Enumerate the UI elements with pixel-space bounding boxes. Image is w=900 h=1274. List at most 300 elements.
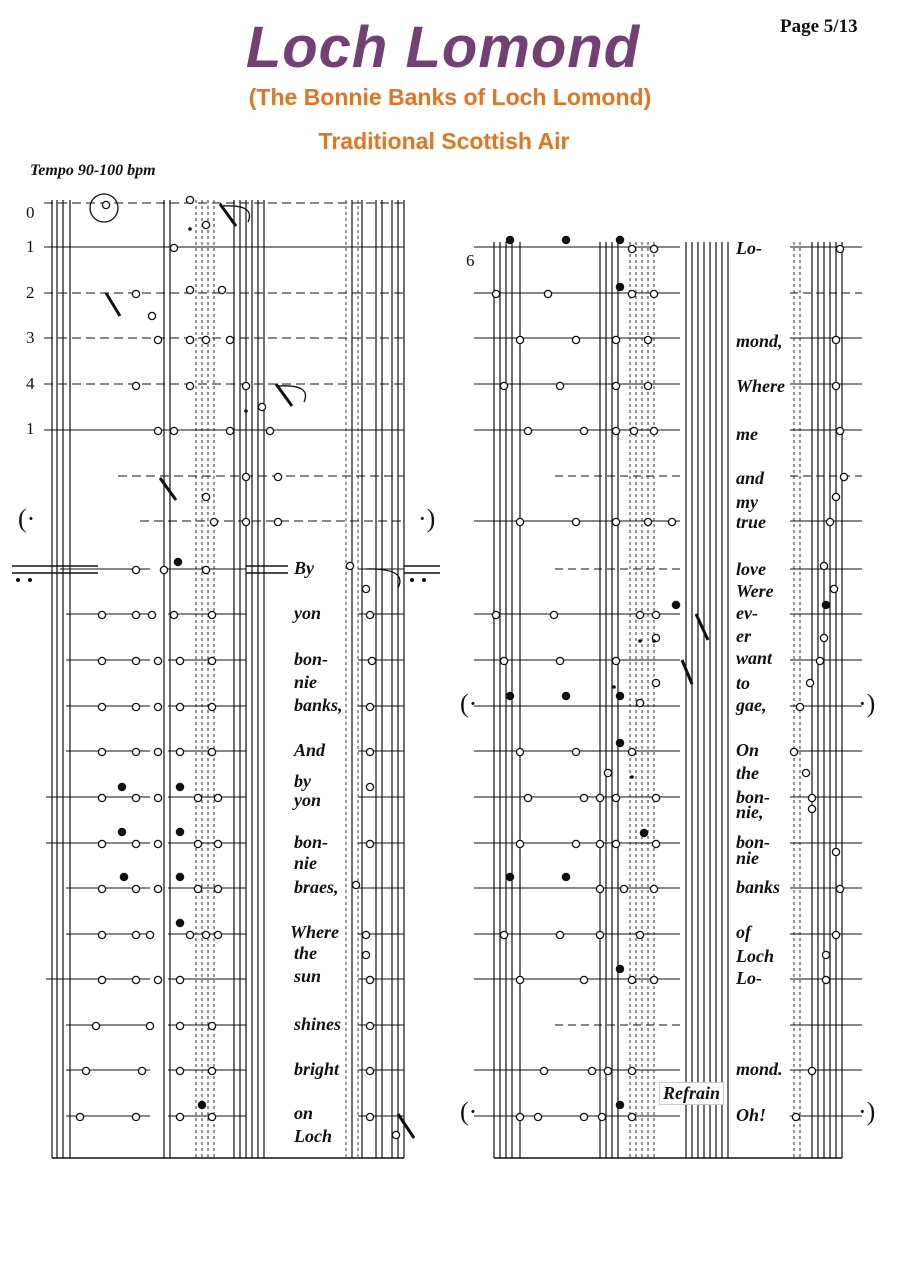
hollow-note — [832, 848, 839, 855]
lyric-word: on — [294, 1103, 314, 1123]
hollow-note — [366, 783, 373, 790]
hollow-note — [644, 382, 651, 389]
repeat-mark: ·) — [858, 689, 876, 718]
lyric-word: Lo- — [736, 968, 762, 988]
filled-note — [562, 692, 569, 699]
hollow-note — [604, 1067, 611, 1074]
note-marks — [76, 194, 847, 1139]
hollow-note — [132, 566, 139, 573]
row-number: 3 — [26, 328, 35, 347]
hollow-note — [596, 885, 603, 892]
tie-arc — [366, 569, 400, 588]
hollow-note — [652, 794, 659, 801]
filled-note — [118, 783, 125, 790]
hollow-note — [176, 1113, 183, 1120]
hollow-note — [98, 748, 105, 755]
filled-note — [176, 919, 183, 926]
hollow-note — [366, 1113, 373, 1120]
hollow-note — [98, 657, 105, 664]
hollow-note — [362, 585, 369, 592]
hollow-note — [580, 976, 587, 983]
filled-note — [118, 828, 125, 835]
filled-note — [616, 236, 623, 243]
hollow-note — [604, 769, 611, 776]
hollow-note — [644, 518, 651, 525]
beam-flag — [160, 478, 176, 500]
hollow-note — [836, 245, 843, 252]
row-number: 0 — [26, 203, 35, 222]
hollow-note — [148, 312, 155, 319]
lyric-word: me — [736, 424, 758, 444]
hollow-note — [208, 703, 215, 710]
repeat-dot — [16, 578, 20, 582]
hollow-note — [98, 703, 105, 710]
hollow-note — [210, 518, 217, 525]
lyric-word: nie — [294, 853, 318, 873]
hollow-note — [242, 473, 249, 480]
hollow-note — [258, 403, 265, 410]
hollow-note — [588, 1067, 595, 1074]
hollow-note — [214, 931, 221, 938]
filled-note — [616, 692, 623, 699]
hollow-note — [612, 427, 619, 434]
hollow-note — [154, 336, 161, 343]
hollow-note — [572, 840, 579, 847]
filled-note — [176, 873, 183, 880]
hollow-note — [802, 769, 809, 776]
lyric-word: banks, — [294, 695, 343, 715]
lyric-word: Where — [736, 376, 785, 396]
filled-note — [616, 283, 623, 290]
lyric-word: mond, — [736, 331, 783, 351]
hollow-note — [176, 657, 183, 664]
hollow-note — [612, 840, 619, 847]
hollow-note — [202, 493, 209, 500]
hollow-note — [226, 427, 233, 434]
hollow-note — [596, 931, 603, 938]
lyric-word: my — [736, 492, 758, 512]
repeat-mark: ·) — [418, 504, 436, 533]
hollow-note — [208, 611, 215, 618]
repeat-dot — [410, 578, 414, 582]
hollow-note — [836, 885, 843, 892]
hollow-note — [274, 518, 281, 525]
hollow-note — [214, 885, 221, 892]
hollow-note — [170, 427, 177, 434]
hollow-note — [214, 840, 221, 847]
repeat-mark: (· — [460, 689, 478, 718]
hollow-note — [194, 840, 201, 847]
dot — [188, 227, 192, 231]
hollow-note — [534, 1113, 541, 1120]
filled-note — [562, 236, 569, 243]
hollow-note — [98, 840, 105, 847]
hollow-note — [242, 518, 249, 525]
hollow-note — [612, 382, 619, 389]
filled-note — [120, 873, 127, 880]
hollow-note — [840, 473, 847, 480]
page-number: Page 5/13 — [780, 16, 858, 37]
hollow-note — [154, 703, 161, 710]
hollow-note — [132, 382, 139, 389]
hollow-note — [612, 518, 619, 525]
lyric-word: And — [294, 740, 326, 760]
repeat-mark: (· — [460, 1097, 478, 1126]
hollow-note — [836, 427, 843, 434]
hollow-note — [362, 951, 369, 958]
hollow-note — [366, 748, 373, 755]
hollow-note — [636, 931, 643, 938]
hollow-note — [208, 1113, 215, 1120]
hollow-note — [830, 585, 837, 592]
refrain-label: Refrain — [659, 1082, 724, 1105]
hollow-note — [832, 493, 839, 500]
hollow-note — [98, 794, 105, 801]
dot — [652, 639, 656, 643]
hollow-note — [194, 794, 201, 801]
hollow-note — [556, 657, 563, 664]
hollow-note — [98, 931, 105, 938]
lyric-word: yon — [294, 603, 321, 623]
page-title: Loch Lomond — [245, 15, 641, 80]
lyric-word: by — [294, 771, 311, 791]
hollow-note — [170, 244, 177, 251]
hollow-note — [154, 794, 161, 801]
hollow-note — [550, 611, 557, 618]
hollow-note — [186, 382, 193, 389]
hollow-note — [176, 976, 183, 983]
hollow-note — [368, 657, 375, 664]
hollow-note — [366, 1022, 373, 1029]
hollow-note — [650, 976, 657, 983]
hollow-note — [132, 794, 139, 801]
hollow-note — [628, 290, 635, 297]
hollow-note — [132, 931, 139, 938]
hollow-note — [832, 336, 839, 343]
hollow-note — [516, 518, 523, 525]
hollow-note — [668, 518, 675, 525]
hollow-note — [516, 976, 523, 983]
hollow-note — [202, 566, 209, 573]
repeat-mark: (· — [18, 504, 36, 533]
beam-flag — [398, 1114, 414, 1138]
lyric-word: Lo- — [736, 238, 762, 258]
hollow-note — [612, 657, 619, 664]
filled-note — [506, 236, 513, 243]
lyric-word: bon- — [294, 649, 329, 669]
page-subtitle: (The Bonnie Banks of Loch Lomond) — [248, 84, 652, 110]
hollow-note — [792, 1113, 799, 1120]
hollow-note — [154, 976, 161, 983]
hollow-note — [492, 290, 499, 297]
hollow-note — [572, 336, 579, 343]
hollow-note — [132, 290, 139, 297]
lyric-word: sun — [294, 966, 322, 986]
hollow-note — [202, 931, 209, 938]
lyric-word: true — [736, 512, 767, 532]
hollow-note — [176, 748, 183, 755]
hollow-note — [82, 1067, 89, 1074]
hollow-note — [650, 245, 657, 252]
hollow-note — [186, 931, 193, 938]
hollow-note — [808, 794, 815, 801]
hollow-note — [98, 885, 105, 892]
hollow-note — [650, 290, 657, 297]
hollow-note — [652, 679, 659, 686]
hollow-note — [170, 611, 177, 618]
hollow-note — [208, 748, 215, 755]
hollow-note — [826, 518, 833, 525]
filled-note — [174, 558, 181, 565]
hollow-note — [636, 699, 643, 706]
hollow-note — [652, 840, 659, 847]
lyric-word: the — [294, 943, 318, 963]
lyric-word: gae, — [736, 695, 767, 715]
dot — [244, 409, 248, 413]
lyric-word: mond. — [736, 1059, 783, 1079]
hollow-note — [524, 794, 531, 801]
hollow-note — [808, 805, 815, 812]
hollow-note — [102, 201, 109, 208]
hollow-note — [572, 748, 579, 755]
lyric-word: bright — [294, 1059, 340, 1079]
hollow-note — [628, 1067, 635, 1074]
filled-note — [506, 692, 513, 699]
hollow-note — [274, 473, 281, 480]
lyric-word: Oh! — [736, 1105, 767, 1125]
hollow-note — [580, 794, 587, 801]
hollow-note — [628, 976, 635, 983]
hollow-note — [556, 931, 563, 938]
repeat-dot — [422, 578, 426, 582]
lyric-word: bon- — [736, 787, 771, 807]
hollow-note — [98, 976, 105, 983]
left-staff — [12, 200, 440, 1158]
hollow-note — [202, 336, 209, 343]
hollow-note — [832, 382, 839, 389]
hollow-note — [598, 1113, 605, 1120]
hollow-note — [366, 611, 373, 618]
filled-note — [176, 828, 183, 835]
hollow-note — [832, 931, 839, 938]
hollow-note — [790, 748, 797, 755]
hollow-note — [208, 1067, 215, 1074]
hollow-note — [132, 1113, 139, 1120]
beam-flag — [276, 384, 292, 406]
hollow-note — [226, 336, 233, 343]
hollow-note — [580, 1113, 587, 1120]
lyric-word: banks — [736, 877, 781, 897]
hollow-note — [366, 840, 373, 847]
hollow-note — [242, 382, 249, 389]
hollow-note — [630, 427, 637, 434]
hollow-note — [556, 382, 563, 389]
hollow-note — [154, 427, 161, 434]
beam-flag — [682, 660, 692, 684]
filled-note — [616, 965, 623, 972]
hollow-note — [796, 703, 803, 710]
hollow-note — [596, 840, 603, 847]
filled-note — [672, 601, 679, 608]
hollow-note — [138, 1067, 145, 1074]
hollow-note — [572, 518, 579, 525]
lyric-word: nie — [736, 848, 760, 868]
lyric-word: want — [736, 648, 773, 668]
hollow-note — [596, 794, 603, 801]
hollow-note — [628, 1113, 635, 1120]
hollow-note — [362, 931, 369, 938]
lyric-word: bon- — [294, 832, 329, 852]
row-number: 1 — [26, 237, 35, 256]
filled-note — [822, 601, 829, 608]
hollow-note — [186, 336, 193, 343]
hollow-note — [132, 748, 139, 755]
lyric-word: Loch — [294, 1126, 332, 1146]
hollow-note — [366, 1067, 373, 1074]
hollow-note — [516, 748, 523, 755]
hollow-note — [516, 336, 523, 343]
filled-note — [616, 1101, 623, 1108]
hollow-note — [266, 427, 273, 434]
right-staff — [474, 242, 862, 1158]
row-number: 4 — [26, 374, 35, 393]
hollow-note — [540, 1067, 547, 1074]
lyric-word: nie, — [736, 802, 764, 822]
hollow-note — [516, 1113, 523, 1120]
lyric-word: On — [736, 740, 760, 760]
hollow-note — [500, 657, 507, 664]
dot — [630, 775, 634, 779]
hollow-note — [636, 611, 643, 618]
filled-note — [640, 829, 647, 836]
filled-note — [562, 873, 569, 880]
hollow-note — [132, 885, 139, 892]
lyric-word: to — [736, 673, 751, 693]
hollow-note — [820, 634, 827, 641]
dot — [612, 685, 616, 689]
lyric-word: love — [736, 559, 766, 579]
hollow-note — [208, 657, 215, 664]
hollow-note — [628, 245, 635, 252]
hollow-note — [132, 976, 139, 983]
hollow-note — [612, 336, 619, 343]
hollow-note — [492, 611, 499, 618]
filled-note — [176, 783, 183, 790]
hollow-note — [808, 1067, 815, 1074]
lyric-word: er — [736, 626, 751, 646]
hollow-note — [176, 1022, 183, 1029]
hollow-note — [160, 566, 167, 573]
hollow-note — [186, 196, 193, 203]
repeat-mark: ·) — [858, 1097, 876, 1126]
row-number: 6 — [466, 251, 475, 270]
hollow-note — [92, 1022, 99, 1029]
hollow-note — [176, 703, 183, 710]
hollow-note — [146, 931, 153, 938]
lyric-word: bon- — [736, 832, 771, 852]
lyric-word: nie — [294, 672, 318, 692]
hollow-note — [644, 336, 651, 343]
repeat-dot — [28, 578, 32, 582]
hollow-note — [208, 1022, 215, 1029]
lyric-word: ev- — [736, 603, 758, 623]
hollow-note — [154, 748, 161, 755]
hollow-note — [194, 885, 201, 892]
hollow-note — [500, 382, 507, 389]
hollow-note — [544, 290, 551, 297]
hollow-note — [154, 885, 161, 892]
hollow-note — [822, 951, 829, 958]
hollow-note — [816, 657, 823, 664]
lyric-word: Were — [736, 581, 774, 601]
hollow-note — [822, 976, 829, 983]
hollow-note — [620, 885, 627, 892]
hollow-note — [346, 562, 353, 569]
hollow-note — [652, 611, 659, 618]
hollow-note — [132, 611, 139, 618]
hollow-note — [148, 611, 155, 618]
lyric-word: yon — [294, 790, 321, 810]
row-number: 2 — [26, 283, 35, 302]
hollow-note — [500, 931, 507, 938]
filled-note — [198, 1101, 205, 1108]
hollow-note — [650, 427, 657, 434]
hollow-note — [628, 748, 635, 755]
hollow-note — [146, 1022, 153, 1029]
hollow-note — [154, 840, 161, 847]
text-labels — [18, 203, 875, 1146]
lyric-word: shines — [294, 1014, 342, 1034]
hollow-note — [366, 703, 373, 710]
hollow-note — [154, 657, 161, 664]
composer-line: Traditional Scottish Air — [318, 128, 570, 154]
row-number: 1 — [26, 419, 35, 438]
hollow-note — [650, 885, 657, 892]
filled-note — [506, 873, 513, 880]
hollow-note — [218, 286, 225, 293]
hollow-note — [580, 427, 587, 434]
lyric-word: of — [736, 922, 751, 942]
hollow-note — [76, 1113, 83, 1120]
hollow-note — [806, 679, 813, 686]
lyric-word: Where — [290, 922, 339, 942]
hollow-note — [366, 976, 373, 983]
hollow-note — [820, 562, 827, 569]
hollow-note — [186, 286, 193, 293]
lyric-word: and — [736, 468, 765, 488]
hollow-note — [612, 794, 619, 801]
beam-flag — [106, 293, 120, 316]
hollow-note — [132, 657, 139, 664]
lyric-word: braes, — [294, 877, 339, 897]
dot — [638, 639, 642, 643]
hollow-note — [132, 840, 139, 847]
lyric-word: Loch — [736, 946, 774, 966]
hollow-note — [202, 221, 209, 228]
hollow-note — [516, 840, 523, 847]
hollow-note — [98, 611, 105, 618]
filled-note — [616, 739, 623, 746]
tempo-marking: Tempo 90-100 bpm — [30, 162, 156, 179]
hollow-note — [214, 794, 221, 801]
hollow-note — [132, 703, 139, 710]
hollow-note — [524, 427, 531, 434]
hollow-note — [352, 881, 359, 888]
hollow-note — [392, 1131, 399, 1138]
lyric-word: the — [736, 763, 760, 783]
hollow-note — [176, 1067, 183, 1074]
lyric-word: By — [294, 558, 314, 578]
